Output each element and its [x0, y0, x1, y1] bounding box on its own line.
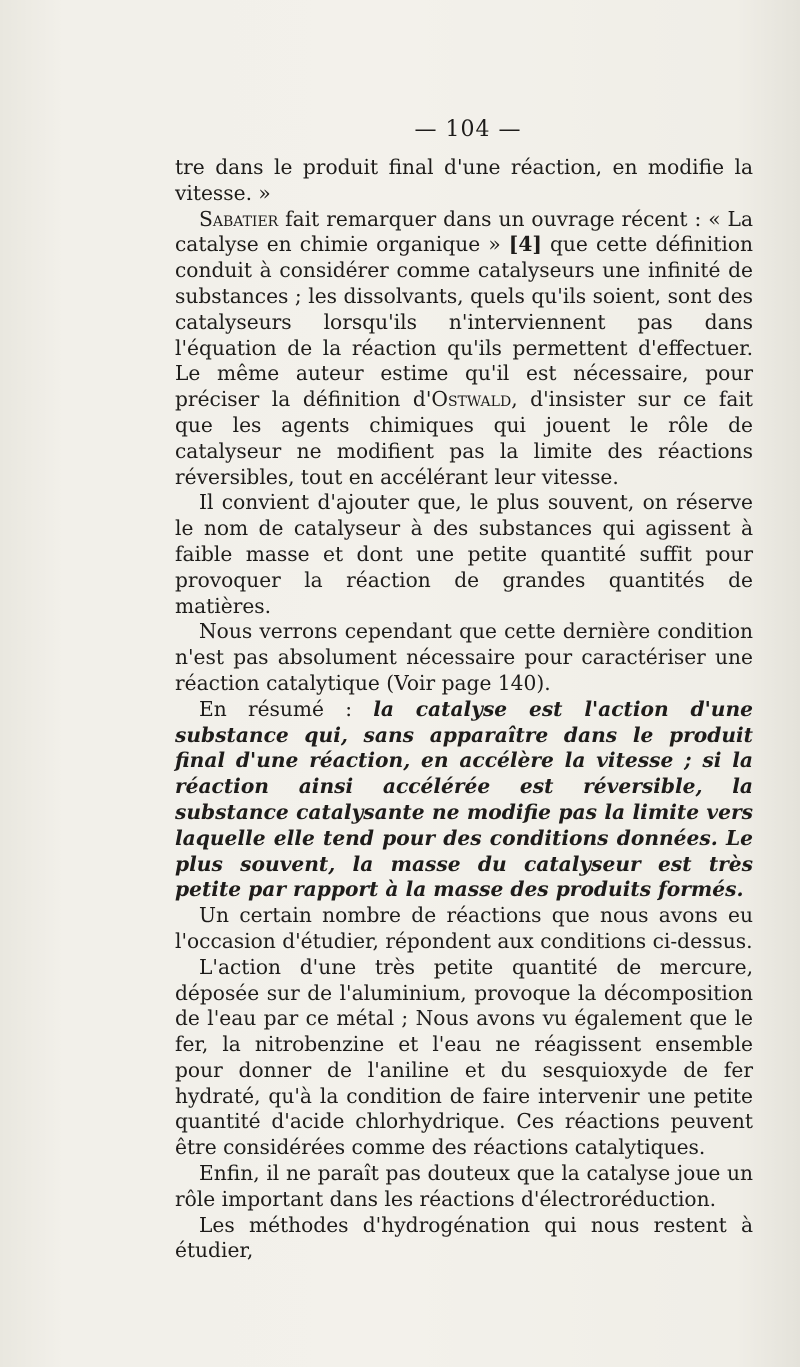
reference-4: [4] — [508, 232, 542, 257]
summary-definition: la catalyse est l'action d'une substance qui, sans apparaître dans le produit final d'une réaction, en accélère la vitesse ; si la réaction ainsi accélérée est réversible, la substance catalysante ne modifie pas la limite vers laquelle elle tend pour des conditions données. Le plus souvent, la masse du catalyseur est très petite par rapport à la masse des produits formés. — [175, 696, 753, 902]
paragraph-1: tre dans le produit final d'une réaction, en modifie la vitesse. » — [175, 155, 753, 205]
body-text — [175, 155, 753, 1264]
paragraph-7: L'action d'une très petite quantité de mercure, déposée sur de l'aluminium, provoque la décomposition de l'eau par ce métal ; Nous avons vu également que le fer, la nitrobenzine et l'eau ne réagissent ensemble pour donner de l'aniline et du sesquioxyde de fer hydraté, qu'à la condition de faire intervenir une petite quantité d'acide chlorhydrique. Ces réactions peuvent être considérées comme des réactions catalytiques. — [175, 954, 753, 1160]
paragraph-2-text-c: , d'insister sur ce fait que les agents chimiques qui jouent le rôle de catalyseur ne modifient pas la limite des réactions réversibles, tout en accélérant leur vitesse. — [175, 387, 753, 489]
paragraph-3: Il convient d'ajouter que, le plus souvent, on réserve le nom de catalyseur à des substances qui agissent à faible masse et dont une petite quantité suffit pour provoquer la réaction de grandes quantités de matières. — [175, 490, 753, 618]
page-number: — 104 — — [414, 117, 522, 142]
paragraph-2 — [175, 207, 753, 491]
author-sabatier: Sabatier — [199, 206, 279, 231]
paragraph-4: Nous verrons cependant que cette dernière condition n'est pas absolument nécessaire pour caractériser une réaction catalytique (Voir page 140). — [175, 619, 753, 695]
paragraph-8: Enfin, il ne paraît pas douteux que la catalyse joue un rôle important dans les réactions d'électroréduction. — [175, 1161, 753, 1211]
paragraph-5 — [175, 697, 753, 903]
paragraph-2-text-a: fait remarquer dans un ouvrage récent : « La catalyse en chimie organique » — [175, 206, 753, 257]
summary-lead: En résumé : — [199, 696, 374, 721]
author-ostwald: Ostwald — [431, 387, 512, 412]
paragraph-6: Un certain nombre de réactions que nous avons eu l'occasion d'étudier, répondent aux conditions ci-dessus. — [175, 903, 753, 953]
paragraph-9: Les méthodes d'hydrogénation qui nous restent à étudier, — [175, 1212, 753, 1263]
paragraph-2-text-b: que cette définition conduit à considérer comme catalyseurs une infinité de substances ; les dissolvants, quels qu'ils soient, sont des catalyseurs lorsqu'ils n'interviennent pas dans l'équation de la réaction qu'ils permettent d'effectuer. Le même auteur estime qu'il est nécessaire, pour préciser la définition d' — [175, 232, 753, 412]
